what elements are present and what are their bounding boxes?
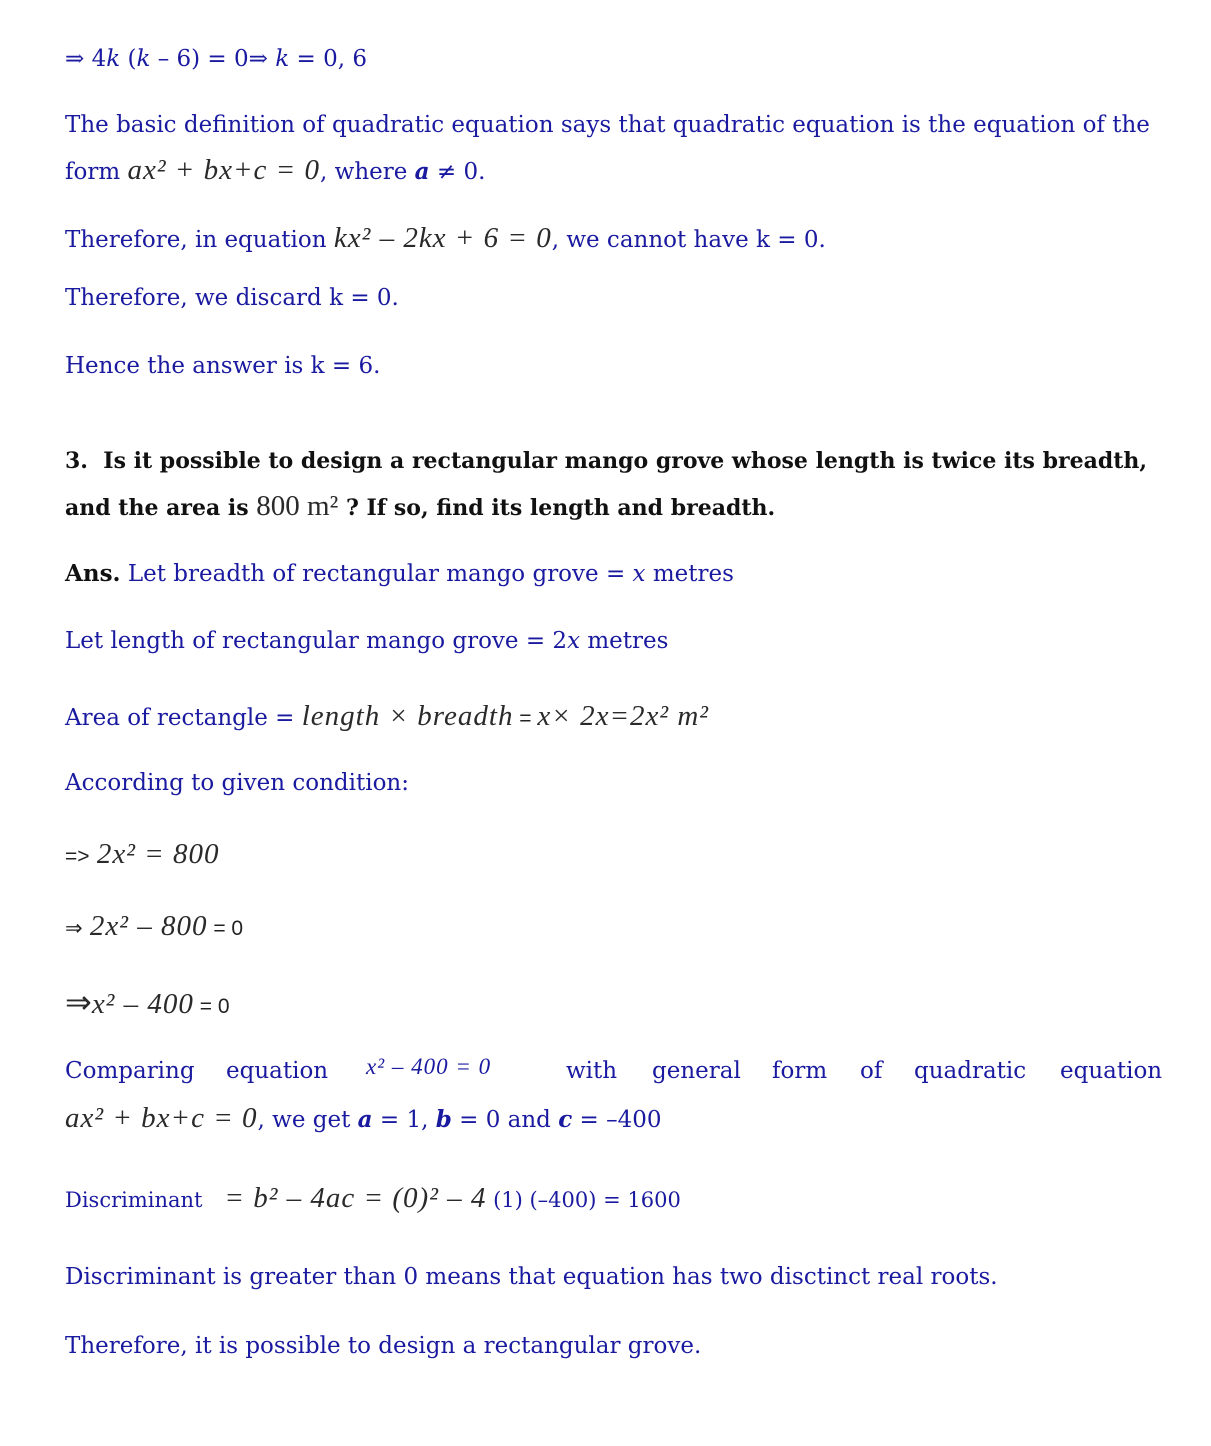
step-k-values [65, 46, 367, 72]
text: ⇒ 4 [65, 46, 107, 72]
text: ≠ 0. [429, 159, 486, 185]
text: – 6) = 0⇒ [150, 46, 276, 72]
cmp-word: quadratic [914, 1058, 1027, 1084]
ans-label: Ans. [65, 560, 121, 587]
therefore-equation-line [65, 222, 826, 255]
step-1-equation: 2x² = 800 [96, 838, 220, 870]
text: ? If so, find its length and breadth. [338, 495, 776, 521]
text: = 0 [207, 917, 244, 940]
discriminant-line [65, 1182, 681, 1215]
cmp-word: general [652, 1058, 741, 1084]
answer-line: Hence the answer is k = 6. [65, 353, 381, 379]
text: = 1, [372, 1107, 436, 1133]
k-equation: kx² – 2kx + 6 = 0 [333, 222, 552, 254]
cmp-word: form [772, 1058, 828, 1084]
arrow: ⇒ [65, 917, 83, 940]
step-2-equation: 2x² – 800 [89, 910, 208, 942]
text: , we get [257, 1107, 358, 1133]
text: , we cannot have k = 0. [551, 227, 826, 253]
text: Discriminant [65, 1188, 203, 1212]
text: (1) (–400) = 1600 [486, 1188, 681, 1212]
discard-line: Therefore, we discard k = 0. [65, 285, 399, 311]
general-form-equation: ax² + bx+c = 0 [127, 154, 321, 186]
var-b: b [435, 1106, 452, 1133]
area-formula: length × breadth [301, 700, 514, 732]
area-expression: x× 2x=2x² m² [537, 700, 709, 732]
var-a: a [414, 158, 430, 185]
question-text: Is it possible to design a rectangular mango grove whose length is twice its breadth, [103, 448, 1148, 474]
step-3 [65, 983, 230, 1021]
area-line [65, 700, 709, 733]
text: metres [580, 628, 669, 654]
definition-line: The basic definition of quadratic equation says that quadratic equation is the equation of the [65, 112, 1150, 138]
coefficients-line [65, 1102, 662, 1135]
var-k: k [136, 46, 151, 72]
text: and the area is [65, 495, 257, 521]
step-2 [65, 910, 243, 943]
discriminant-expression: = b² – 4ac = (0)² – 4 [224, 1182, 487, 1214]
var-x: x [632, 561, 646, 587]
length-line [65, 628, 668, 654]
text: Area of rectangle = [65, 705, 302, 731]
discriminant-conclusion: Discriminant is greater than 0 means that equation has two disctinct real roots. [65, 1264, 998, 1290]
var-k: k [106, 46, 121, 72]
text: = 0, 6 [289, 46, 367, 72]
final-conclusion: Therefore, it is possible to design a rectangular grove. [65, 1333, 702, 1359]
step-1 [65, 838, 219, 871]
text: metres [645, 561, 734, 587]
cmp-word: with [566, 1058, 618, 1084]
cmp-word: equation [226, 1058, 329, 1084]
condition-line: According to given condition: [65, 770, 409, 796]
text: form [65, 159, 128, 185]
general-form-equation: ax² + bx+c = 0 [65, 1102, 258, 1134]
text: Let breadth of rectangular mango grove = [120, 561, 633, 587]
cmp-word: Comparing [65, 1058, 195, 1084]
question-number: 3. [65, 448, 88, 474]
definition-form-line [65, 154, 485, 187]
cmp-word: equation [1060, 1058, 1163, 1084]
text: , where [320, 159, 415, 185]
question-3-line1 [65, 448, 1147, 474]
arrow: ⇒ [65, 984, 92, 1020]
var-k: k [275, 46, 290, 72]
text: ( [120, 46, 137, 72]
text: Let length of rectangular mango grove = 2 [65, 628, 568, 654]
text: = [513, 707, 538, 730]
question-3-line2 [65, 490, 775, 523]
text: = 0 and [451, 1107, 559, 1133]
text: = 0 [193, 995, 230, 1018]
step-3-equation: x² – 400 [91, 988, 194, 1020]
text: Therefore, in equation [65, 227, 334, 253]
arrow: => [65, 845, 90, 868]
var-x: x [567, 628, 581, 654]
cmp-word: of [860, 1058, 883, 1084]
text: = –400 [572, 1107, 662, 1133]
ans-breadth-line [65, 560, 734, 587]
area-value: 800 m² [256, 490, 339, 522]
var-c: c [558, 1106, 573, 1133]
var-a: a [357, 1106, 373, 1133]
x-squared-equation: x² – 400 = 0 [366, 1054, 492, 1079]
